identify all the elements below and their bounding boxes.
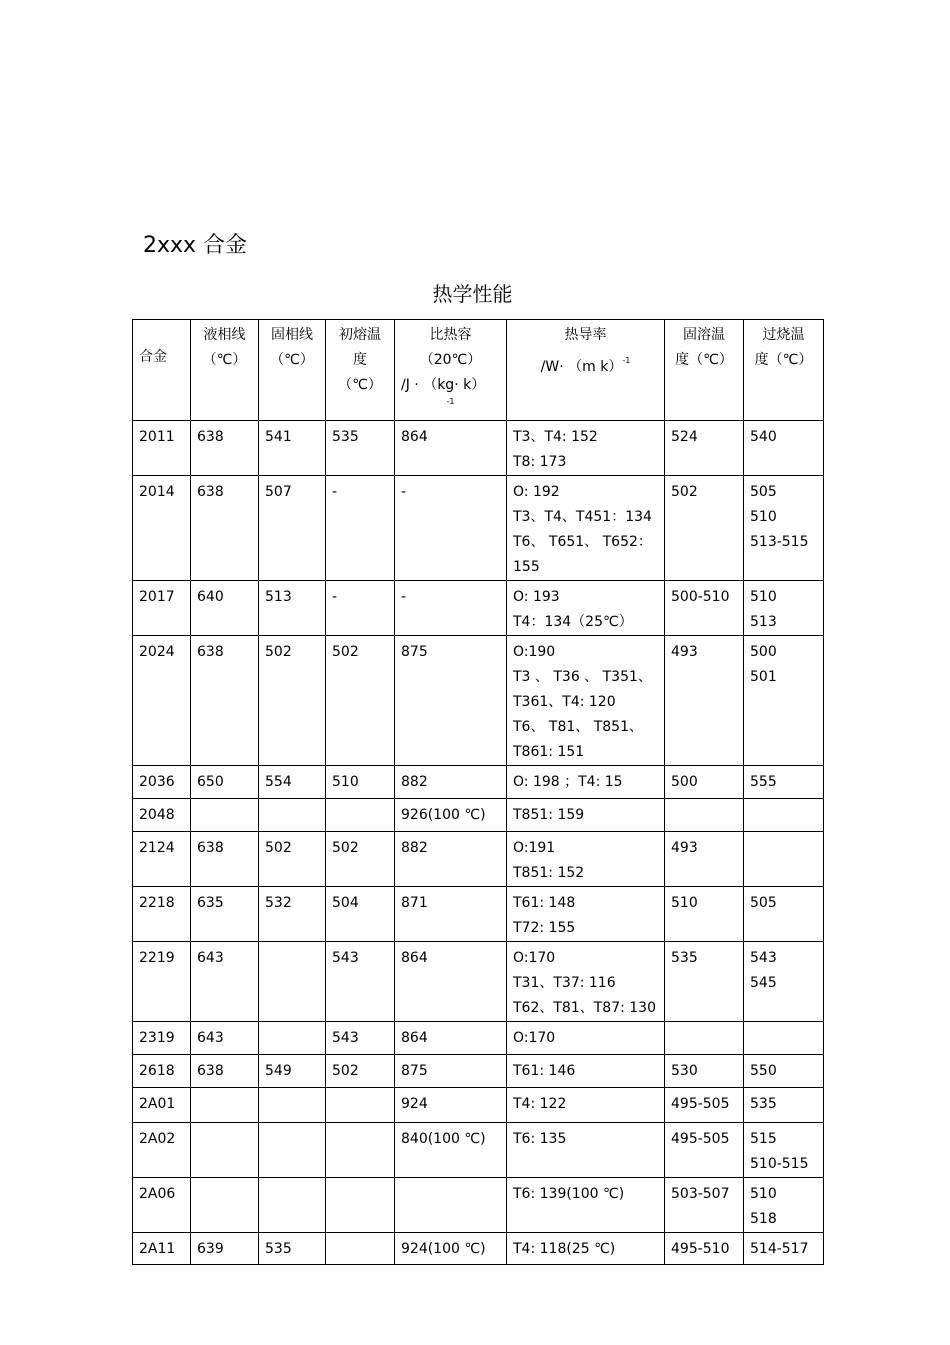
cell-incipient	[326, 1088, 395, 1123]
header-liquidus-unit: （℃）	[202, 352, 247, 368]
cell-alloy: 2319	[133, 1022, 191, 1055]
cell-line: 501	[750, 669, 777, 685]
header-overheat-line2: 度（℃）	[754, 352, 813, 368]
cell-line: T851: 152	[513, 865, 585, 881]
header-alloy: 合金	[133, 320, 191, 421]
cell-liquidus: 640	[191, 581, 259, 636]
cell-line: T6、 T651、 T652：	[513, 534, 652, 550]
cell-line: 500	[750, 644, 777, 660]
cell-conductivity	[507, 942, 665, 1022]
cell-solidus	[259, 1178, 326, 1233]
cell-conductivity	[507, 1233, 665, 1265]
table-row	[133, 1233, 824, 1265]
cell-conductivity	[507, 1022, 665, 1055]
cell-specific-heat: 871	[395, 887, 507, 942]
table-row	[133, 799, 824, 832]
cell-overheat	[744, 636, 824, 766]
cell-line: 513	[750, 614, 777, 630]
cell-conductivity	[507, 1123, 665, 1178]
cell-alloy: 2A11	[133, 1233, 191, 1265]
cell-specific-heat: -	[395, 581, 507, 636]
cell-solidus: 549	[259, 1055, 326, 1088]
cell-liquidus: 643	[191, 1022, 259, 1055]
cell-line: 510	[750, 589, 777, 605]
cell-conductivity	[507, 766, 665, 799]
cell-conductivity	[507, 1088, 665, 1123]
cell-line: T6: 135	[513, 1131, 567, 1147]
cell-solution: 502	[665, 476, 744, 581]
cell-alloy: 2A06	[133, 1178, 191, 1233]
cell-solution: 500-510	[665, 581, 744, 636]
cell-solidus: 541	[259, 421, 326, 476]
cell-line: T6、 T81、 T851、	[513, 719, 643, 735]
header-conductivity-line1: 热导率	[564, 327, 607, 343]
header-specific-heat-line1: 比热容	[429, 327, 472, 343]
cell-solidus: 513	[259, 581, 326, 636]
cell-alloy: 2017	[133, 581, 191, 636]
header-incipient-line2: 度	[353, 352, 367, 368]
cell-specific-heat: 875	[395, 636, 507, 766]
cell-solidus	[259, 799, 326, 832]
cell-line: T8: 173	[513, 454, 567, 470]
cell-line: 555	[750, 774, 777, 790]
cell-liquidus	[191, 1088, 259, 1123]
cell-solidus	[259, 942, 326, 1022]
cell-line: T4：134（25℃）	[513, 614, 633, 630]
cell-solution	[665, 799, 744, 832]
cell-solidus	[259, 1123, 326, 1178]
header-solution-line1: 固溶温	[683, 327, 725, 343]
cell-specific-heat: 864	[395, 942, 507, 1022]
cell-line: O:170	[513, 950, 556, 966]
cell-line: 515	[750, 1131, 777, 1147]
cell-incipient: 543	[326, 942, 395, 1022]
table-row	[133, 832, 824, 887]
cell-incipient: 502	[326, 1055, 395, 1088]
cell-line: T4: 122	[513, 1096, 567, 1112]
cell-line: O: 193	[513, 589, 560, 605]
cell-overheat	[744, 421, 824, 476]
cell-specific-heat: 864	[395, 1022, 507, 1055]
cell-line: 510-515	[750, 1156, 809, 1172]
cell-solution: 535	[665, 942, 744, 1022]
table-row	[133, 636, 824, 766]
cell-specific-heat: 864	[395, 421, 507, 476]
cell-line: T72: 155	[513, 920, 576, 936]
cell-line: T851: 159	[513, 807, 585, 823]
table-row	[133, 476, 824, 581]
cell-liquidus: 643	[191, 942, 259, 1022]
cell-specific-heat: 882	[395, 832, 507, 887]
cell-alloy: 2124	[133, 832, 191, 887]
cell-conductivity	[507, 887, 665, 942]
cell-line: T861: 151	[513, 744, 585, 760]
table-row	[133, 887, 824, 942]
cell-conductivity	[507, 1178, 665, 1233]
cell-alloy: 2A02	[133, 1123, 191, 1178]
thermal-properties-table	[132, 319, 824, 1265]
cell-solidus	[259, 1022, 326, 1055]
cell-conductivity	[507, 421, 665, 476]
cell-line: 505	[750, 895, 777, 911]
header-incipient-line1: 初熔温	[339, 327, 381, 343]
cell-incipient: 502	[326, 636, 395, 766]
cell-conductivity	[507, 1055, 665, 1088]
header-liquidus	[191, 320, 259, 421]
cell-line: T3、T4: 152	[513, 429, 598, 445]
cell-alloy: 2024	[133, 636, 191, 766]
header-specific-heat-exponent: -1	[446, 397, 455, 406]
cell-line: 545	[750, 975, 777, 991]
cell-solution	[665, 1022, 744, 1055]
cell-overheat	[744, 581, 824, 636]
cell-solidus	[259, 1088, 326, 1123]
table-row	[133, 1088, 824, 1123]
cell-incipient	[326, 799, 395, 832]
cell-overheat	[744, 766, 824, 799]
cell-alloy: 2036	[133, 766, 191, 799]
cell-line: 505	[750, 484, 777, 500]
cell-liquidus: 638	[191, 476, 259, 581]
header-solution-line2: 度（℃）	[675, 352, 733, 368]
table-row	[133, 1178, 824, 1233]
cell-line: T61: 148	[513, 895, 576, 911]
cell-liquidus: 638	[191, 636, 259, 766]
cell-solidus: 502	[259, 636, 326, 766]
cell-liquidus: 638	[191, 832, 259, 887]
cell-overheat	[744, 942, 824, 1022]
cell-liquidus: 650	[191, 766, 259, 799]
cell-incipient: 510	[326, 766, 395, 799]
cell-specific-heat	[395, 1178, 507, 1233]
cell-overheat	[744, 887, 824, 942]
table-row	[133, 766, 824, 799]
cell-incipient: -	[326, 581, 395, 636]
cell-conductivity	[507, 636, 665, 766]
cell-line: T361、T4: 120	[513, 694, 616, 710]
cell-overheat	[744, 476, 824, 581]
cell-alloy: 2048	[133, 799, 191, 832]
header-liquidus-line: 液相线	[203, 327, 246, 343]
cell-line: 513-515	[750, 534, 809, 550]
cell-line: T6: 139(100 ℃)	[513, 1186, 625, 1202]
cell-overheat	[744, 1088, 824, 1123]
table-row	[133, 1022, 824, 1055]
cell-line: 535	[750, 1096, 777, 1112]
cell-solidus: 535	[259, 1233, 326, 1265]
cell-conductivity	[507, 832, 665, 887]
cell-line: T4: 118(25 ℃)	[513, 1241, 616, 1257]
table-body	[133, 421, 824, 1265]
table-title: 热学性能	[432, 282, 513, 306]
cell-solidus: 554	[259, 766, 326, 799]
cell-solidus: 507	[259, 476, 326, 581]
cell-alloy: 2011	[133, 421, 191, 476]
cell-line: T62、T81、T87: 130	[513, 1000, 656, 1016]
cell-incipient: 543	[326, 1022, 395, 1055]
cell-line: 540	[750, 429, 777, 445]
header-incipient-melting	[326, 320, 395, 421]
cell-specific-heat: 875	[395, 1055, 507, 1088]
cell-solution: 530	[665, 1055, 744, 1088]
cell-solution: 493	[665, 832, 744, 887]
table-row	[133, 1055, 824, 1088]
cell-liquidus	[191, 1178, 259, 1233]
cell-specific-heat: 924	[395, 1088, 507, 1123]
cell-alloy: 2218	[133, 887, 191, 942]
section-heading: 2xxx 合金	[143, 233, 248, 258]
header-specific-heat-unit: /J · （kg· k）	[401, 377, 486, 393]
header-solidus-unit: （℃）	[270, 352, 314, 368]
cell-solution: 493	[665, 636, 744, 766]
header-row	[133, 320, 824, 421]
cell-line: 550	[750, 1063, 777, 1079]
header-thermal-conductivity	[507, 320, 665, 421]
cell-overheat	[744, 1178, 824, 1233]
cell-liquidus: 638	[191, 421, 259, 476]
header-overheat-line1: 过烧温	[762, 327, 805, 343]
cell-solidus: 532	[259, 887, 326, 942]
cell-overheat	[744, 1022, 824, 1055]
cell-conductivity	[507, 476, 665, 581]
cell-liquidus: 635	[191, 887, 259, 942]
cell-line: T3、T4、T451：134	[513, 509, 652, 525]
cell-line: O:170	[513, 1030, 556, 1046]
cell-solution: 495-505	[665, 1088, 744, 1123]
header-conductivity-exponent: -1	[622, 356, 631, 365]
cell-line: T3 、 T36 、 T351、	[513, 669, 652, 685]
cell-specific-heat: 926(100 ℃)	[395, 799, 507, 832]
cell-line: O:190	[513, 644, 556, 660]
cell-specific-heat: 840(100 ℃)	[395, 1123, 507, 1178]
header-overheat-temp	[744, 320, 824, 421]
cell-liquidus	[191, 799, 259, 832]
cell-overheat	[744, 1233, 824, 1265]
header-specific-heat-line2: （20℃）	[419, 352, 482, 368]
cell-alloy: 2219	[133, 942, 191, 1022]
header-specific-heat	[395, 320, 507, 421]
cell-line: 155	[513, 559, 540, 575]
header-solution-temp	[665, 320, 744, 421]
cell-line: O:191	[513, 840, 556, 856]
header-solidus	[259, 320, 326, 421]
cell-incipient: 502	[326, 832, 395, 887]
cell-line: T61: 146	[513, 1063, 576, 1079]
cell-specific-heat: 924(100 ℃)	[395, 1233, 507, 1265]
cell-liquidus: 638	[191, 1055, 259, 1088]
table-row	[133, 421, 824, 476]
cell-solution: 500	[665, 766, 744, 799]
cell-line: 514-517	[750, 1241, 809, 1257]
cell-alloy: 2A01	[133, 1088, 191, 1123]
table-row	[133, 1123, 824, 1178]
cell-solidus: 502	[259, 832, 326, 887]
cell-solution: 495-510	[665, 1233, 744, 1265]
header-conductivity-unit-line	[513, 348, 658, 380]
cell-specific-heat: 882	[395, 766, 507, 799]
cell-conductivity	[507, 799, 665, 832]
cell-overheat	[744, 1123, 824, 1178]
cell-incipient	[326, 1123, 395, 1178]
cell-overheat	[744, 799, 824, 832]
cell-conductivity	[507, 581, 665, 636]
cell-line: O: 198 ；T4: 15	[513, 774, 623, 790]
cell-line: 510	[750, 1186, 777, 1202]
cell-incipient: 535	[326, 421, 395, 476]
table-row	[133, 942, 824, 1022]
cell-incipient	[326, 1233, 395, 1265]
cell-line: O: 192	[513, 484, 560, 500]
cell-line: 543	[750, 950, 777, 966]
cell-alloy: 2014	[133, 476, 191, 581]
cell-line: 518	[750, 1211, 777, 1227]
cell-incipient	[326, 1178, 395, 1233]
cell-solution: 510	[665, 887, 744, 942]
table-row	[133, 581, 824, 636]
cell-solution: 503-507	[665, 1178, 744, 1233]
cell-incipient: 504	[326, 887, 395, 942]
cell-alloy: 2618	[133, 1055, 191, 1088]
cell-overheat	[744, 1055, 824, 1088]
cell-line: 510	[750, 509, 777, 525]
cell-liquidus: 639	[191, 1233, 259, 1265]
header-solidus-line: 固相线	[271, 327, 313, 343]
cell-specific-heat: -	[395, 476, 507, 581]
cell-incipient: -	[326, 476, 395, 581]
cell-overheat	[744, 832, 824, 887]
cell-solution: 524	[665, 421, 744, 476]
header-conductivity-unit: /W· （m k）	[540, 359, 623, 375]
cell-liquidus	[191, 1123, 259, 1178]
cell-solution: 495-505	[665, 1123, 744, 1178]
header-incipient-unit: （℃）	[338, 377, 382, 393]
cell-line: T31、T37: 116	[513, 975, 616, 991]
